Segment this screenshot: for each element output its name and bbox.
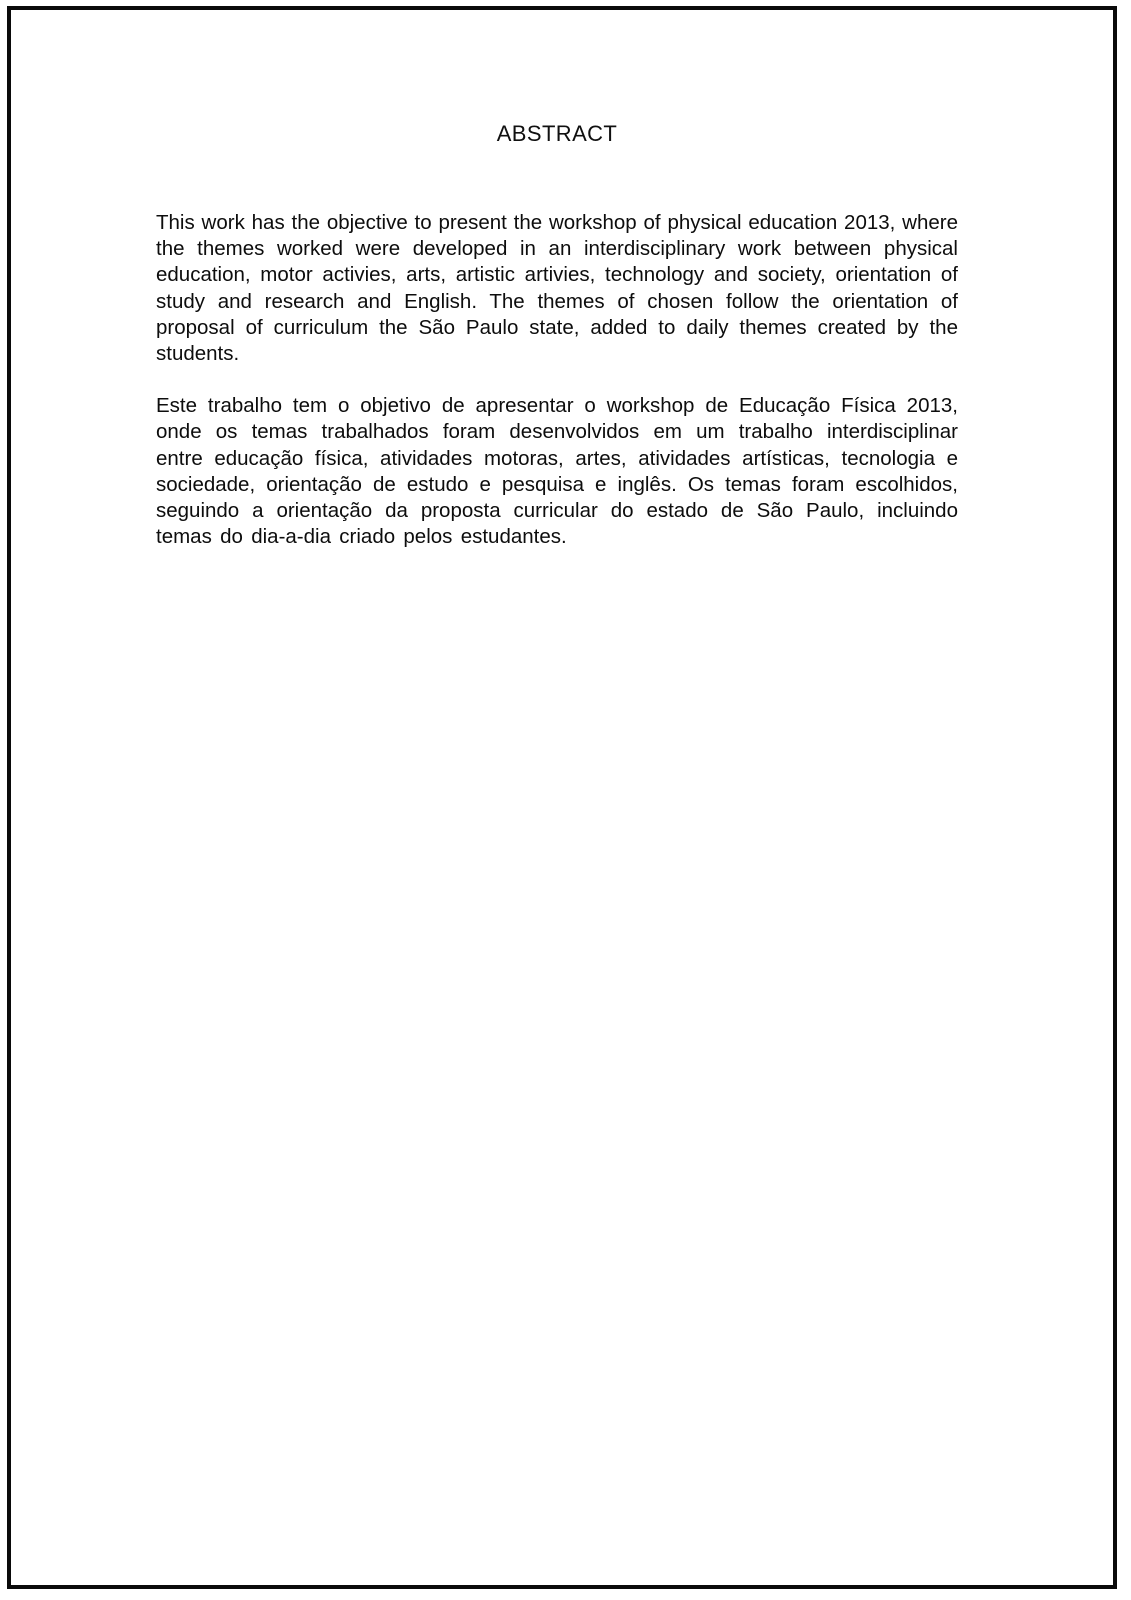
abstract-paragraph-portuguese: Este trabalho tem o objetivo de apresentar o workshop de Educação Física 2013, onde os temas trabalhados foram desenvolvidos em um trabalho interdisciplinar entre educação física, atividades motoras, artes, atividades artísticas, tecnologia e sociedade, orientação de estudo e pesquisa e inglês. Os temas foram escolhidos, seguindo a orientação da proposta curricular do estado de São Paulo, incluindo temas do dia-a-dia criado pelos estudantes.: [156, 394, 958, 549]
page-content: [156, 120, 958, 550]
abstract-paragraph-english: This work has the objective to present the workshop of physical education 2013, where the themes worked were developed in an interdisciplinary work between physical education, motor activies, arts, artistic artivies, technology and society, orientation of study and research and English. The themes of chosen follow the orientation of proposal of curriculum the São Paulo state, added to daily themes created by the students.: [156, 211, 958, 366]
page-title: ABSTRACT: [496, 121, 618, 146]
